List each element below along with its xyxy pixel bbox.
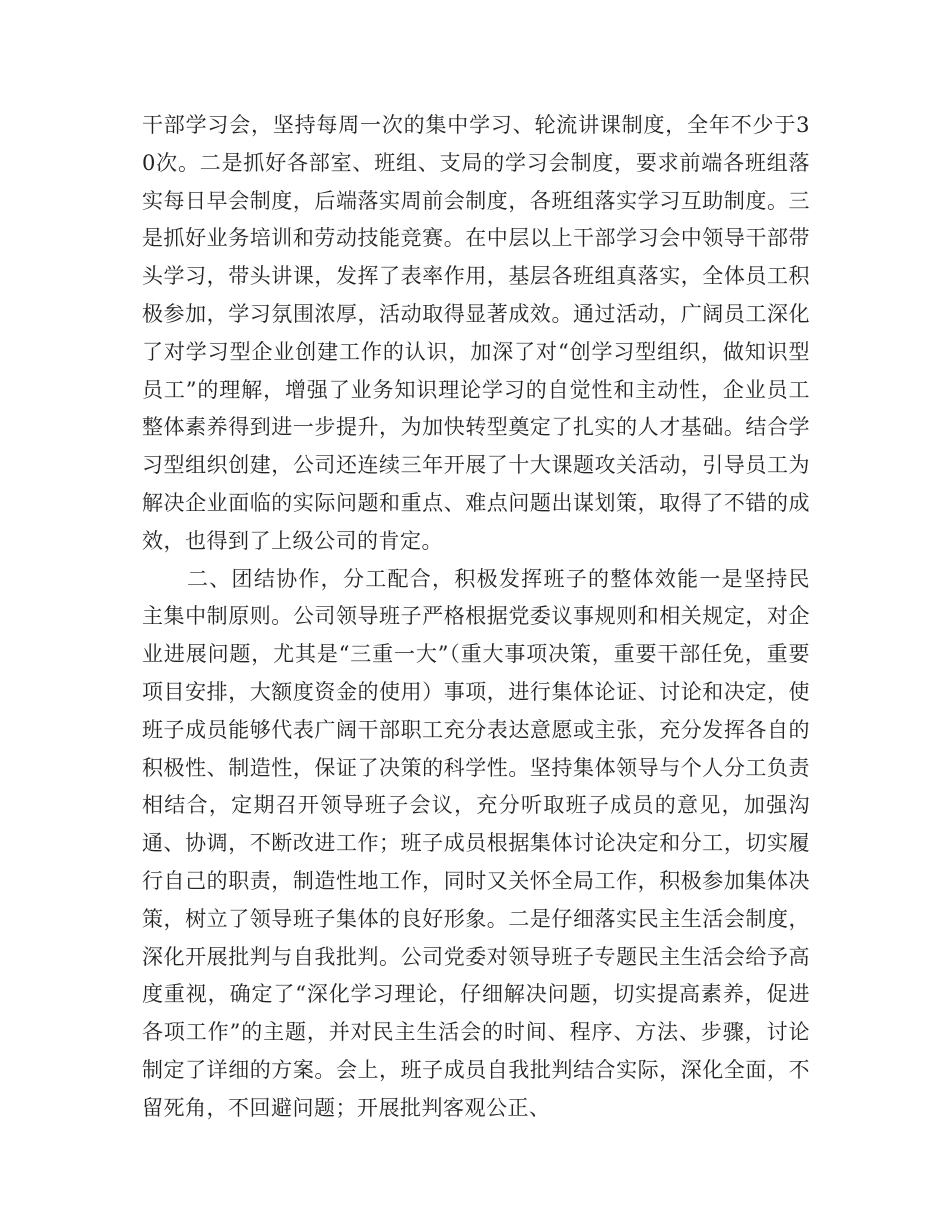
body-paragraph-2: 二、团结协作，分工配合，积极发挥班子的整体效能一是坚持民主集中制原则。公司领导班子严格根据党委议事规则和相关规定，对企业进展问题，尤其是“三重一大”（重大事项决策，重要干部任免，重要项目安排，大额度资金的使用）事项，进行集体论证、讨论和决定，使班子成员能够代表广阔干部职工充分表达意愿或主张，充分发挥各自的积极性、制造性，保证了决策的科学性。坚持集体领导与个人分工负责相结合，定期召开领导班子会议，充分听取班子成员的意见，加强沟通、协调，不断改进工作；班子成员根据集体讨论决定和分工，切实履行自己的职责，制造性地工作，同时又关怀全局工作，积极参加集体决策，树立了领导班子集体的良好形象。二是仔细落实民主生活会制度，深化开展批判与自我批判。公司党委对领导班子专题民主生活会给予高度重视，确定了“深化学习理论，仔细解决问题，切实提高素养，促进各项工作”的主题，并对民主生活会的时间、程序、方法、步骤，讨论制定了详细的方案。会上，班子成员自我批判结合实际，深化全面，不留死角，不回避问题；开展批判客观公正、 [142, 566, 810, 1120]
body-paragraph-1: 干部学习会，坚持每周一次的集中学习、轮流讲课制度，全年不少于30次。二是抓好各部室、班组、支局的学习会制度，要求前端各班组落实每日早会制度，后端落实周前会制度，各班组落实学习互助制度。三是抓好业务培训和劳动技能竞赛。在中层以上干部学习会中领导干部带头学习，带头讲课，发挥了表率作用，基层各班组真落实，全体员工积极参加，学习氛围浓厚，活动取得显著成效。通过活动，广阔员工深化了对学习型企业创建工作的认识，加深了对“创学习型组织，做知识型员工”的理解，增强了业务知识理论学习的自觉性和主动性，企业员工整体素养得到进一步提升，为加快转型奠定了扎实的人才基础。结合学习型组织创建，公司还连续三年开展了十大课题攻关活动，引导员工为解决企业面临的实际问题和重点、难点问题出谋划策，取得了不错的成效，也得到了上级公司的肯定。 [142, 113, 810, 553]
document-page [142, 107, 810, 1128]
